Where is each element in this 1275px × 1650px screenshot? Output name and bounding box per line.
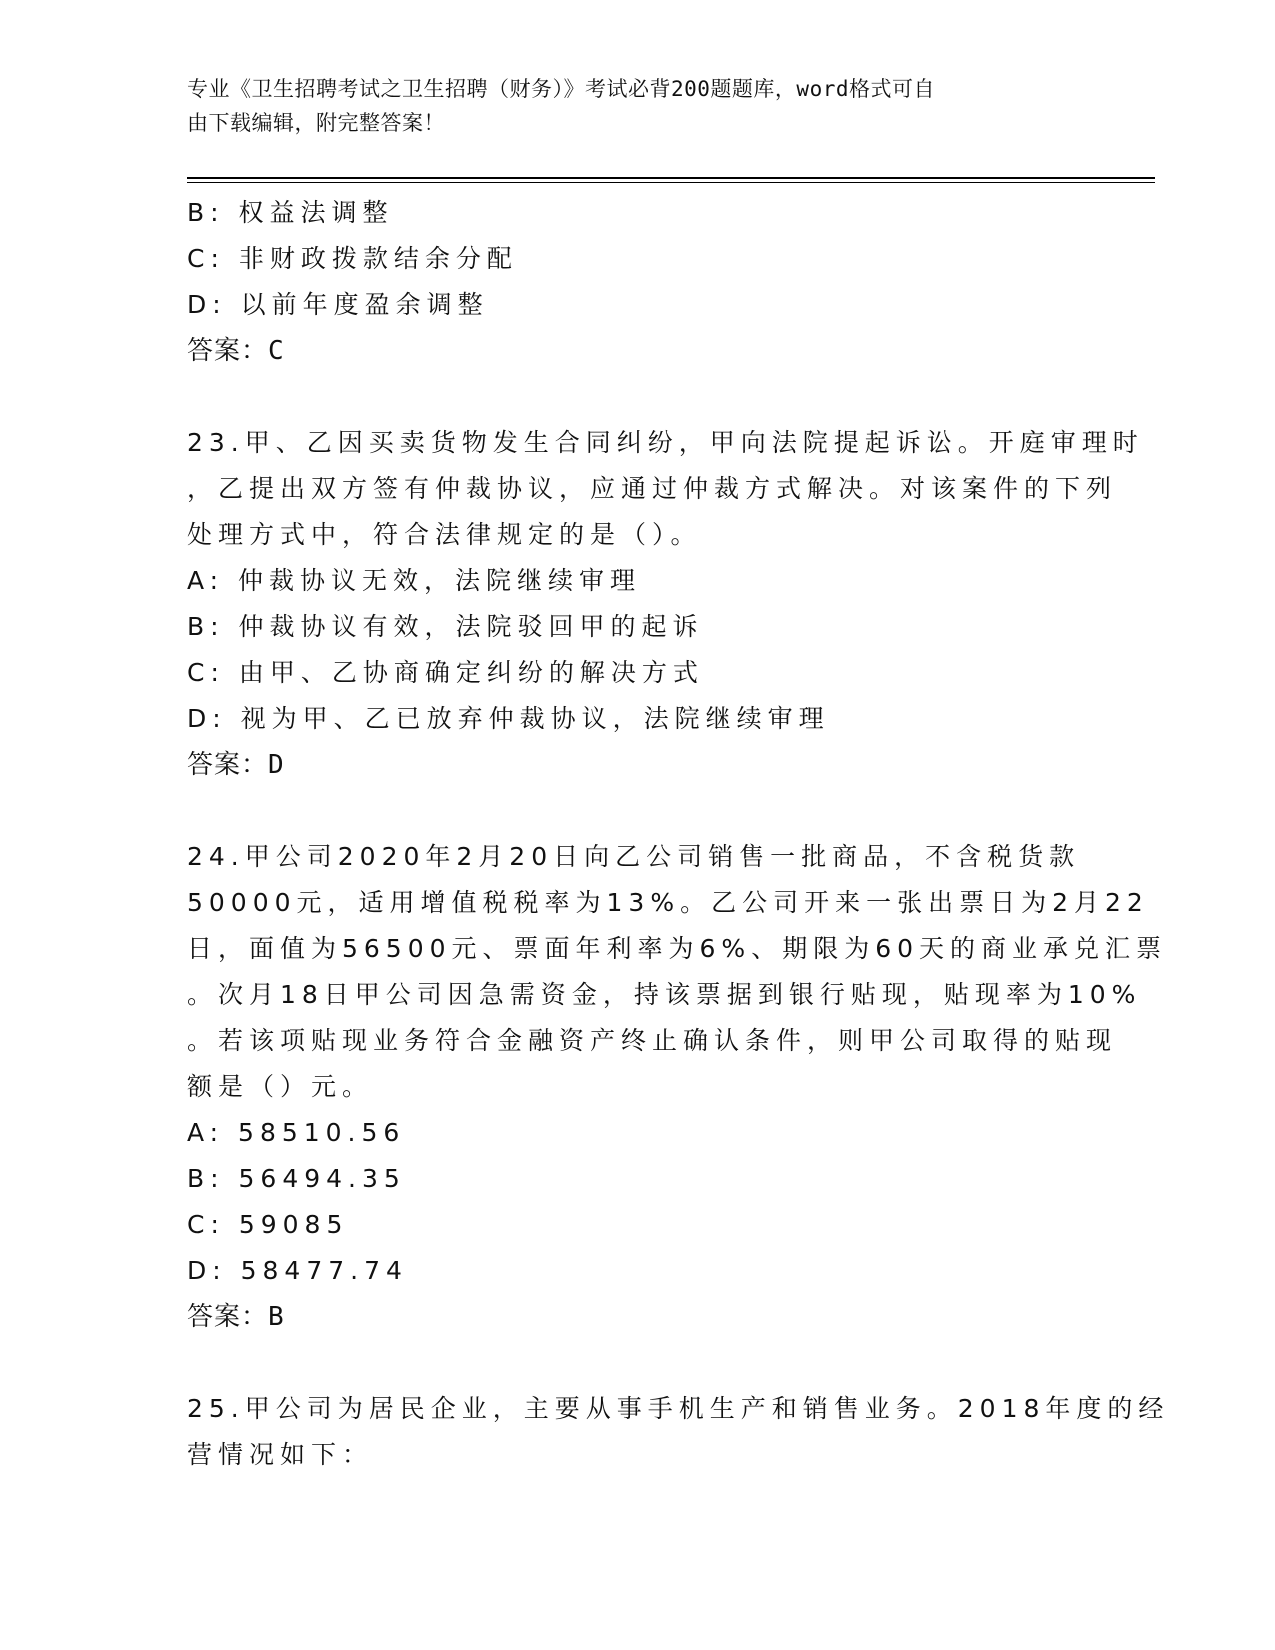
question-23 bbox=[187, 420, 1144, 788]
option-c: C: 非财政拨款结余分配 bbox=[187, 244, 518, 273]
document-header bbox=[187, 72, 1077, 140]
question-25 bbox=[187, 1386, 1170, 1478]
option-a: A: 仲裁协议无效，法院继续审理 bbox=[187, 566, 642, 595]
question-22-tail bbox=[187, 190, 1087, 374]
header-divider-thin bbox=[187, 182, 1155, 183]
header-line-2: 由下载编辑，附完整答案！ bbox=[187, 111, 445, 135]
document-body bbox=[187, 190, 1170, 1478]
question-stem-line: 23.甲、乙因买卖货物发生合同纠纷，甲向法院提起诉讼。开庭审理时 bbox=[187, 428, 1144, 457]
option-d: D: 视为甲、乙已放弃仲裁协议，法院继续审理 bbox=[187, 704, 830, 733]
answer: 答案：C bbox=[187, 336, 285, 366]
header-divider-thick bbox=[187, 177, 1155, 179]
question-stem-line: 。次月18日甲公司因急需资金，持该票据到银行贴现，贴现率为10% bbox=[187, 980, 1142, 1009]
answer: 答案：B bbox=[187, 1302, 285, 1332]
header-line-1: 专业《卫生招聘考试之卫生招聘（财务）》考试必背200题题库，word格式可自 bbox=[187, 77, 935, 101]
question-stem-line: 25.甲公司为居民企业，主要从事手机生产和销售业务。2018年度的经 bbox=[187, 1394, 1170, 1423]
option-d: D: 58477.74 bbox=[187, 1256, 408, 1285]
option-c: C: 59085 bbox=[187, 1210, 349, 1239]
option-b: B: 56494.35 bbox=[187, 1164, 406, 1193]
question-stem-line: ，乙提出双方签有仲裁协议，应通过仲裁方式解决。对该案件的下列 bbox=[187, 474, 1118, 503]
question-stem-line: 额是（）元。 bbox=[187, 1072, 374, 1101]
question-stem-line: 50000元，适用增值税税率为13%。乙公司开来一张出票日为2月22 bbox=[187, 888, 1149, 917]
question-stem-line: 营情况如下： bbox=[187, 1440, 374, 1469]
answer: 答案：D bbox=[187, 750, 285, 780]
question-stem-line: 。若该项贴现业务符合金融资产终止确认条件，则甲公司取得的贴现 bbox=[187, 1026, 1118, 1055]
question-stem-line: 日，面值为56500元、票面年利率为6%、期限为60天的商业承兑汇票 bbox=[187, 934, 1168, 963]
option-b: B: 权益法调整 bbox=[187, 198, 394, 227]
question-stem-line: 处理方式中，符合法律规定的是（）。 bbox=[187, 520, 702, 549]
question-stem-line: 24.甲公司2020年2月20日向乙公司销售一批商品，不含税货款 bbox=[187, 842, 1081, 871]
option-a: A: 58510.56 bbox=[187, 1118, 406, 1147]
option-b: B: 仲裁协议有效，法院驳回甲的起诉 bbox=[187, 612, 704, 641]
option-d: D: 以前年度盈余调整 bbox=[187, 290, 489, 319]
option-c: C: 由甲、乙协商确定纠纷的解决方式 bbox=[187, 658, 704, 687]
question-24 bbox=[187, 834, 1168, 1340]
